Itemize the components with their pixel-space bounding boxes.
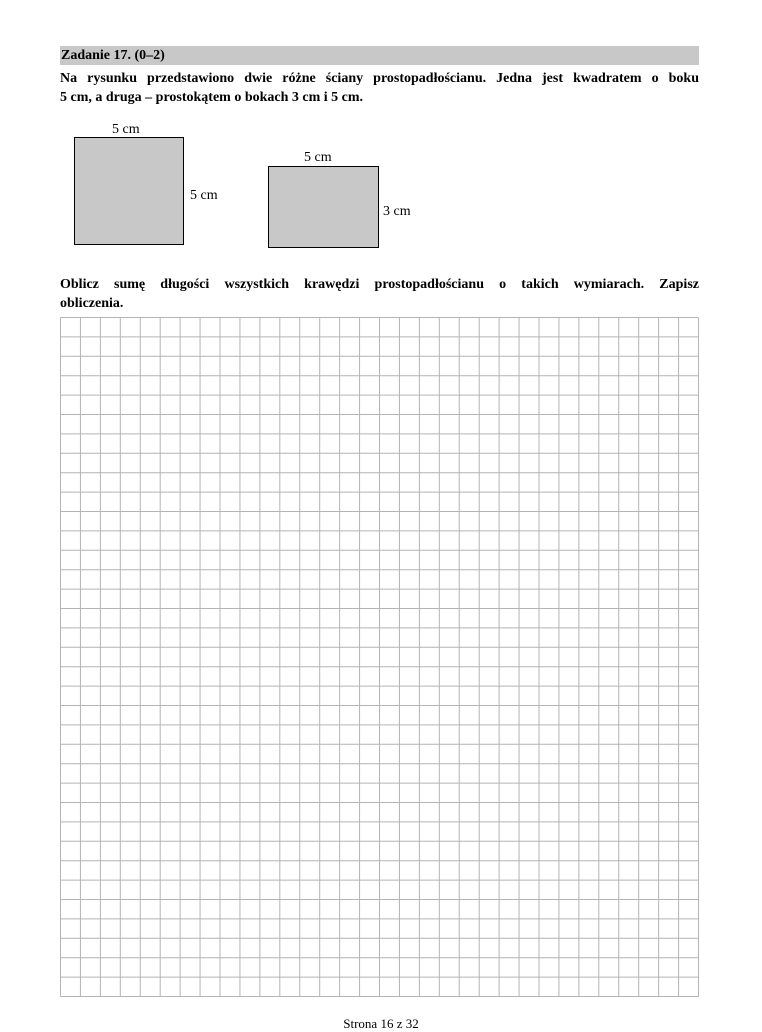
task-intro-line-1: Na rysunku przedstawiono dwie różne ściany prostopadłościanu. Jedna jest kwadratem o boku xyxy=(60,71,699,86)
square-face xyxy=(74,137,184,245)
task-intro-line-2: 5 cm, a druga – prostokątem o bokach 3 cm i 5 cm. xyxy=(60,90,364,105)
answer-grid[interactable] xyxy=(60,317,699,997)
square-side-label: 5 cm xyxy=(190,188,218,203)
task-header-bar xyxy=(60,46,699,65)
rectangle-face xyxy=(268,166,379,248)
task-title: Zadanie 17. (0–2) xyxy=(61,48,165,63)
square-top-label: 5 cm xyxy=(112,122,140,137)
task-question-line-1: Oblicz sumę długości wszystkich krawędzi prostopadłościanu o takich wymiarach. Zapisz xyxy=(60,277,699,292)
page-footer: Strona 16 z 32 xyxy=(343,1016,419,1031)
task-question-line-2: obliczenia. xyxy=(60,296,124,311)
task-intro xyxy=(60,69,699,107)
task-question xyxy=(60,275,699,313)
rectangle-side-label: 3 cm xyxy=(383,204,411,219)
rectangle-top-label: 5 cm xyxy=(304,150,332,165)
